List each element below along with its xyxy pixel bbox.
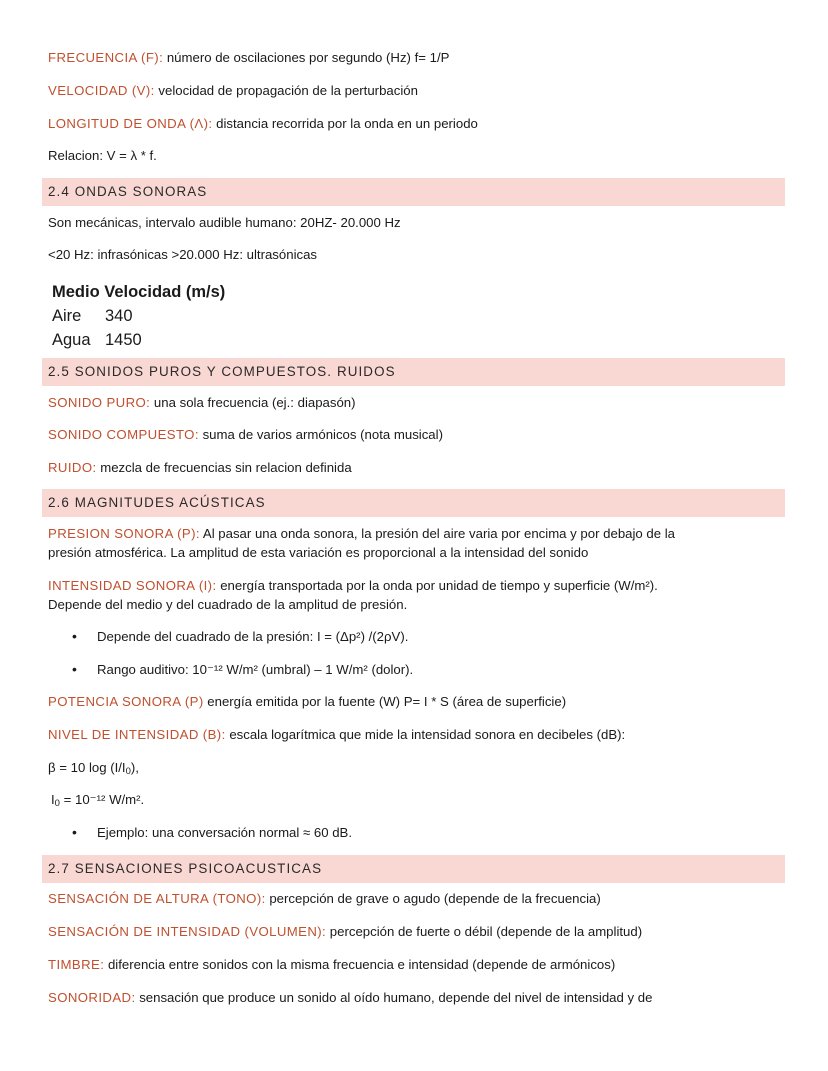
section-heading-2-4: 2.4 ONDAS SONORAS	[42, 178, 785, 206]
bullet-item: Ejemplo: una conversación normal ≈ 60 dB.	[97, 825, 353, 840]
bullet-item: Rango auditivo: 10⁻¹² W/m² (umbral) – 1 W/m² (dolor).	[97, 662, 414, 677]
def-term: NIVEL DE INTENSIDAD (Β):	[48, 727, 226, 742]
def-sonido-compuesto	[48, 425, 788, 444]
def-timbre	[48, 955, 788, 974]
def-text: mezcla de frecuencias sin relacion definida	[96, 460, 352, 475]
def-intensidad-sonora-cont: Depende del medio y del cuadrado de la amplitud de presión.	[48, 597, 408, 612]
def-term: SENSACIÓN DE ALTURA (TONO):	[48, 891, 266, 906]
section-heading-2-7: 2.7 SENSACIONES PSICOACUSTICAS	[42, 855, 785, 883]
section-heading-2-5: 2.5 SONIDOS PUROS Y COMPUESTOS. RUIDOS	[42, 358, 785, 386]
def-term: SONORIDAD:	[48, 990, 136, 1005]
def-sensacion-altura	[48, 889, 788, 908]
beta-formula	[48, 758, 788, 781]
relacion-formula: Relacion: V = λ * f.	[48, 148, 157, 163]
def-velocidad	[48, 81, 788, 100]
def-term: TIMBRE:	[48, 957, 105, 972]
def-sensacion-intensidad	[48, 922, 788, 941]
audible-range-text: Son mecánicas, intervalo audible humano: 20HZ- 20.000 Hz	[48, 215, 401, 230]
def-frecuencia	[48, 48, 788, 67]
infra-ultra-text: <20 Hz: infrasónicas >20.000 Hz: ultrasónicas	[48, 247, 318, 262]
def-sonido-puro	[48, 393, 788, 412]
def-text: número de oscilaciones por segundo (Hz) f= 1/P	[163, 50, 450, 65]
def-text: Al pasar una onda sonora, la presión del aire varia por encima y por debajo de la	[199, 526, 676, 541]
def-term: RUIDO:	[48, 460, 97, 475]
def-text: energía emitida por la fuente (W) P= I * S (área de superficie)	[203, 694, 567, 709]
velocity-table-header: Medio Velocidad (m/s)	[52, 283, 226, 301]
formula-subscript: 0	[54, 798, 60, 809]
def-text: energía transportada por la onda por unidad de tiempo y superficie (W/m²).	[216, 578, 658, 593]
section-heading-2-6: 2.6 MAGNITUDES ACÚSTICAS	[42, 489, 785, 517]
def-text: percepción de grave o agudo (depende de la frecuencia)	[265, 891, 601, 906]
bullet-dot: •	[72, 661, 77, 677]
medio-cell: Aire	[52, 307, 82, 325]
bullet-item: Depende del cuadrado de la presión: I = (Δp²) /(2ρV).	[97, 629, 409, 644]
def-sonoridad	[48, 988, 788, 1007]
formula-part: I	[51, 792, 55, 807]
def-nivel-intensidad	[48, 725, 788, 744]
velocity-table-row	[52, 329, 142, 351]
def-term: VELOCIDAD (V):	[48, 83, 155, 98]
def-potencia-sonora	[48, 692, 788, 711]
def-ruido	[48, 458, 788, 477]
def-presion-sonora	[48, 524, 788, 543]
def-text: suma de varios armónicos (nota musical)	[198, 427, 443, 442]
def-text: distancia recorrida por la onda en un periodo	[212, 116, 478, 131]
def-text: percepción de fuerte o débil (depende de la amplitud)	[326, 924, 643, 939]
def-term: SENSACIÓN DE INTENSIDAD (VOLUMEN):	[48, 924, 327, 939]
def-text: diferencia entre sonidos con la misma frecuencia e intensidad (depende de armónicos)	[104, 957, 616, 972]
def-longitud-onda	[48, 114, 788, 133]
formula-part: = 10⁻¹² W/m².	[59, 792, 145, 807]
medio-cell: Agua	[52, 331, 91, 349]
def-term: SONIDO PURO:	[48, 395, 151, 410]
def-text: sensación que produce un sonido al oído humano, depende del nivel de intensidad y de	[135, 990, 653, 1005]
velocity-table-row	[52, 305, 133, 327]
i0-formula	[51, 790, 791, 813]
formula-subscript: 0	[125, 766, 131, 777]
def-text: escala logarítmica que mide la intensidad sonora en decibeles (dB):	[225, 727, 626, 742]
velocidad-cell: 1450	[105, 331, 142, 349]
def-term: INTENSIDAD SONORA (I):	[48, 578, 217, 593]
def-term: PRESION SONORA (P):	[48, 526, 200, 541]
def-term: SONIDO COMPUESTO:	[48, 427, 199, 442]
def-text: una sola frecuencia (ej.: diapasón)	[150, 395, 356, 410]
def-term: LONGITUD DE ONDA (Λ):	[48, 116, 213, 131]
formula-part: β = 10 log (I/I	[48, 760, 126, 775]
def-text: velocidad de propagación de la perturbación	[154, 83, 418, 98]
bullet-dot: •	[72, 824, 77, 840]
def-presion-sonora-cont: presión atmosférica. La amplitud de esta variación es proporcional a la intensidad del sonido	[48, 545, 589, 560]
bullet-dot: •	[72, 628, 77, 644]
velocidad-cell: 340	[105, 307, 133, 325]
def-term: FRECUENCIA (F):	[48, 50, 164, 65]
def-term: POTENCIA SONORA (P)	[48, 694, 204, 709]
def-intensidad-sonora	[48, 576, 788, 595]
formula-part: ),	[130, 760, 139, 775]
